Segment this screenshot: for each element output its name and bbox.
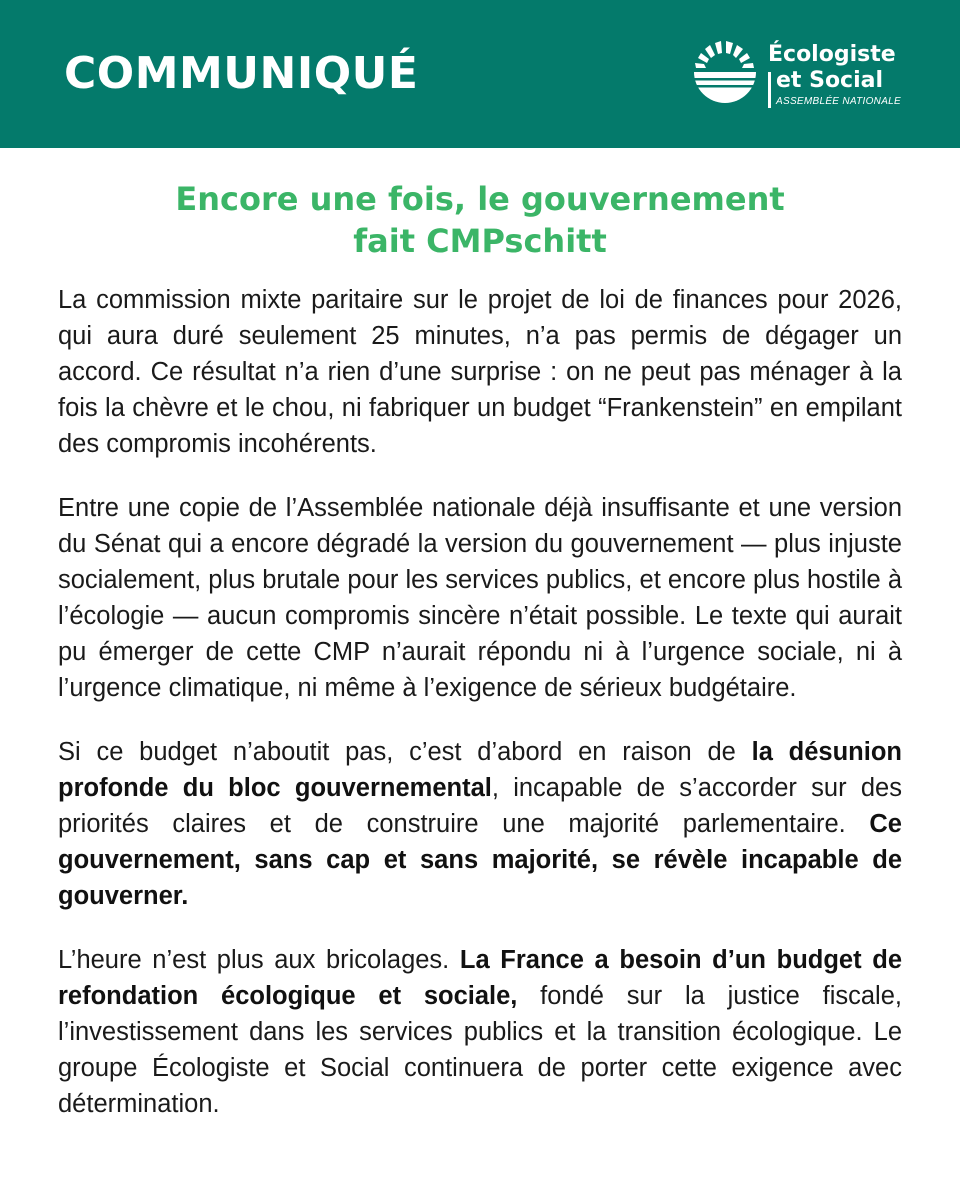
paragraph-text: L’heure n’est plus aux bricolages. (58, 946, 460, 974)
communique-label: COMMUNIQUÉ (64, 48, 419, 99)
paragraph-text: Si ce budget n’aboutit pas, c’est d’abord en raison de (58, 738, 752, 766)
paragraph-text: Entre une copie de l’Assemblée nationale déjà insuffisante et une version du Sénat qui a encore dégradé la version du gouvernement — plus injuste socialement, plus brutale pour les services publics, et encore plus hostile à l’écologie — aucun compromis sincère n’était possible. Le texte qui aurait pu émerger de cette CMP n’aurait répondu ni à l’urgence sociale, ni à l’urgence climatique, ni même à l’exigence de sérieux budgétaire. (58, 494, 902, 702)
group-logo (692, 38, 912, 114)
paragraph-text: fondé sur la justice fiscale, l’investissement dans les services publics et la transition écologique. Le groupe Écologiste et Social continuera de porter cette exigence avec détermination. (58, 982, 902, 1118)
press-release-title (80, 178, 880, 262)
sun-rising-icon (692, 38, 758, 106)
paragraph-3 (58, 734, 902, 914)
paragraph-bold-text: La France a besoin d’un budget de refondation écologique et sociale, (58, 946, 902, 1010)
logo-text-line1: Écologiste (768, 42, 896, 67)
paragraph-bold-text: Ce gouvernement, sans cap et sans majorité, se révèle incapable de gouverner. (58, 810, 902, 910)
paragraph-text: La commission mixte paritaire sur le projet de loi de finances pour 2026, qui aura duré seulement 25 minutes, n’a pas permis de dégager un accord. Ce résultat n’a rien d’une surprise : on ne peut pas ménager à la fois la chèvre et le chou, ni fabriquer un budget “Frankenstein” en empilant des compromis incohérents. (58, 286, 902, 458)
press-release-body (58, 282, 902, 1150)
title-line2: fait CMPschitt (353, 222, 607, 260)
paragraph-1 (58, 282, 902, 462)
paragraph-text: , incapable de s’accorder sur des priorités claires et de construire une majorité parlementaire. (58, 774, 902, 838)
header-banner (0, 0, 960, 148)
title-line1: Encore une fois, le gouvernement (175, 180, 785, 218)
paragraph-bold-text: la désunion profonde du bloc gouvernemental (58, 738, 902, 802)
paragraph-2 (58, 490, 902, 706)
logo-text-line2: et Social (776, 68, 884, 93)
logo-subtitle: ASSEMBLÉE NATIONALE (776, 96, 901, 107)
paragraph-4 (58, 942, 902, 1122)
